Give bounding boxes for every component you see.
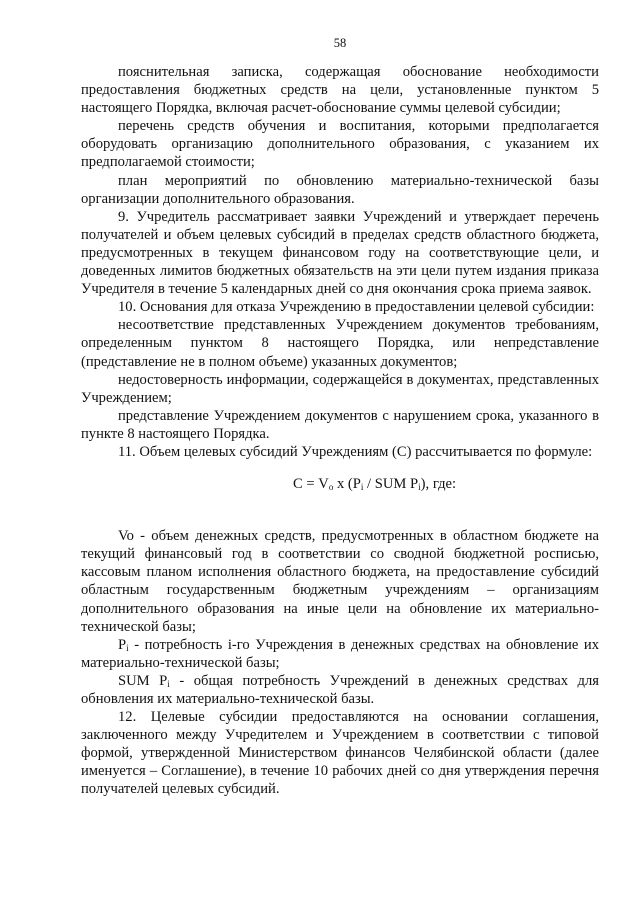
document-body <box>81 63 599 799</box>
subsidy-formula <box>81 475 599 493</box>
paragraph-refusal-reason-1: несоответствие представленных Учреждением документов требованиям, определенным пунктом 8 настоящего Порядка, или непредставление (представление не в полном объеме) указанных документов; <box>81 317 599 370</box>
formula-p-subscript: i <box>360 482 364 493</box>
definition-pi-symbol <box>118 637 129 653</box>
paragraph-item-11: 11. Объем целевых субсидий Учреждениям (С) рассчитывается по формуле: <box>118 443 593 460</box>
paragraph-activity-plan: план мероприятий по обновлению материально-технической базы организации дополнительного образования. <box>81 172 599 207</box>
paragraph-equipment-list: перечень средств обучения и воспитания, которыми предполагается оборудовать организацию дополнительного образования, с указанием их предполагаемой стоимости; <box>81 118 599 171</box>
definition-sum-pi <box>81 672 599 708</box>
formula-tail: ), где: <box>420 476 457 493</box>
formula-mid: x (P <box>333 476 361 493</box>
paragraph-refusal-reason-3: представление Учреждением документов с нарушением срока, указанного в пункте 8 настоящего Порядка. <box>81 407 599 442</box>
definition-pi-text: - потребность i-го Учреждения в денежных средствах на обновление их материально-технической базы; <box>81 636 599 671</box>
paragraph-item-9: 9. Учредитель рассматривает заявки Учреждений и утверждает перечень получателей и объем целевых субсидий в пределах средств областного бюджета, предусмотренных в текущем финансовом году на соответствующие цели, и доведенных лимитов бюджетных обязательств на эти цели путем издания приказа Учредителя в течение 5 календарных дней со дня окончания срока приема заявок. <box>81 208 599 298</box>
definition-pi-letter: P <box>118 636 127 653</box>
paragraph-item-12: 12. Целевые субсидии предоставляются на основании соглашения, заключенного между Учредителем и Учреждением в соответствии с типовой формой, утвержденной Министерством финансов Челябинской области (далее именуется – Соглашение), в течение 10 рабочих дней со дня утверждения перечня получателей целевых субсидий. <box>81 709 599 798</box>
definition-sum-subscript: i <box>167 678 170 689</box>
definition-sum-text: - общая потребность Учреждений в денежных средствах для обновления их материально-технической базы. <box>81 672 599 707</box>
definition-sum-symbol <box>118 673 170 689</box>
formula-p-subscript-2: i <box>418 482 421 493</box>
definition-pi-subscript: i <box>126 642 129 653</box>
definition-pi <box>81 636 599 672</box>
definition-sum-letters: SUM P <box>118 672 168 689</box>
formula-v-subscript: o <box>328 482 334 493</box>
paragraph-item-10: 10. Основания для отказа Учреждению в предоставлении целевой субсидии: <box>118 299 595 316</box>
paragraph-refusal-reason-2: недостоверность информации, содержащейся в документах, представленных Учреждением; <box>81 371 599 406</box>
formula-mid2: / SUM P <box>363 476 419 493</box>
definition-vo: Vo - объем денежных средств, предусмотренных в областном бюджете на текущий финансовый год в соответствии со сводной бюджетной росписью, кассовым планом исполнения областного бюджета, на предоставление субсидий областным государственным бюджетным учреждениям – организациям дополнительного образования на иные цели на обновление их материально-технической базы; <box>81 528 599 635</box>
paragraph-explanatory-note: пояснительная записка, содержащая обоснование необходимости предоставления бюджетных средств на цели, установленные пунктом 5 настоящего Порядка, включая расчет-обоснование суммы целевой субсидии; <box>81 64 599 117</box>
formula-lhs: С = V <box>293 476 329 493</box>
page-number: 58 <box>333 36 347 50</box>
